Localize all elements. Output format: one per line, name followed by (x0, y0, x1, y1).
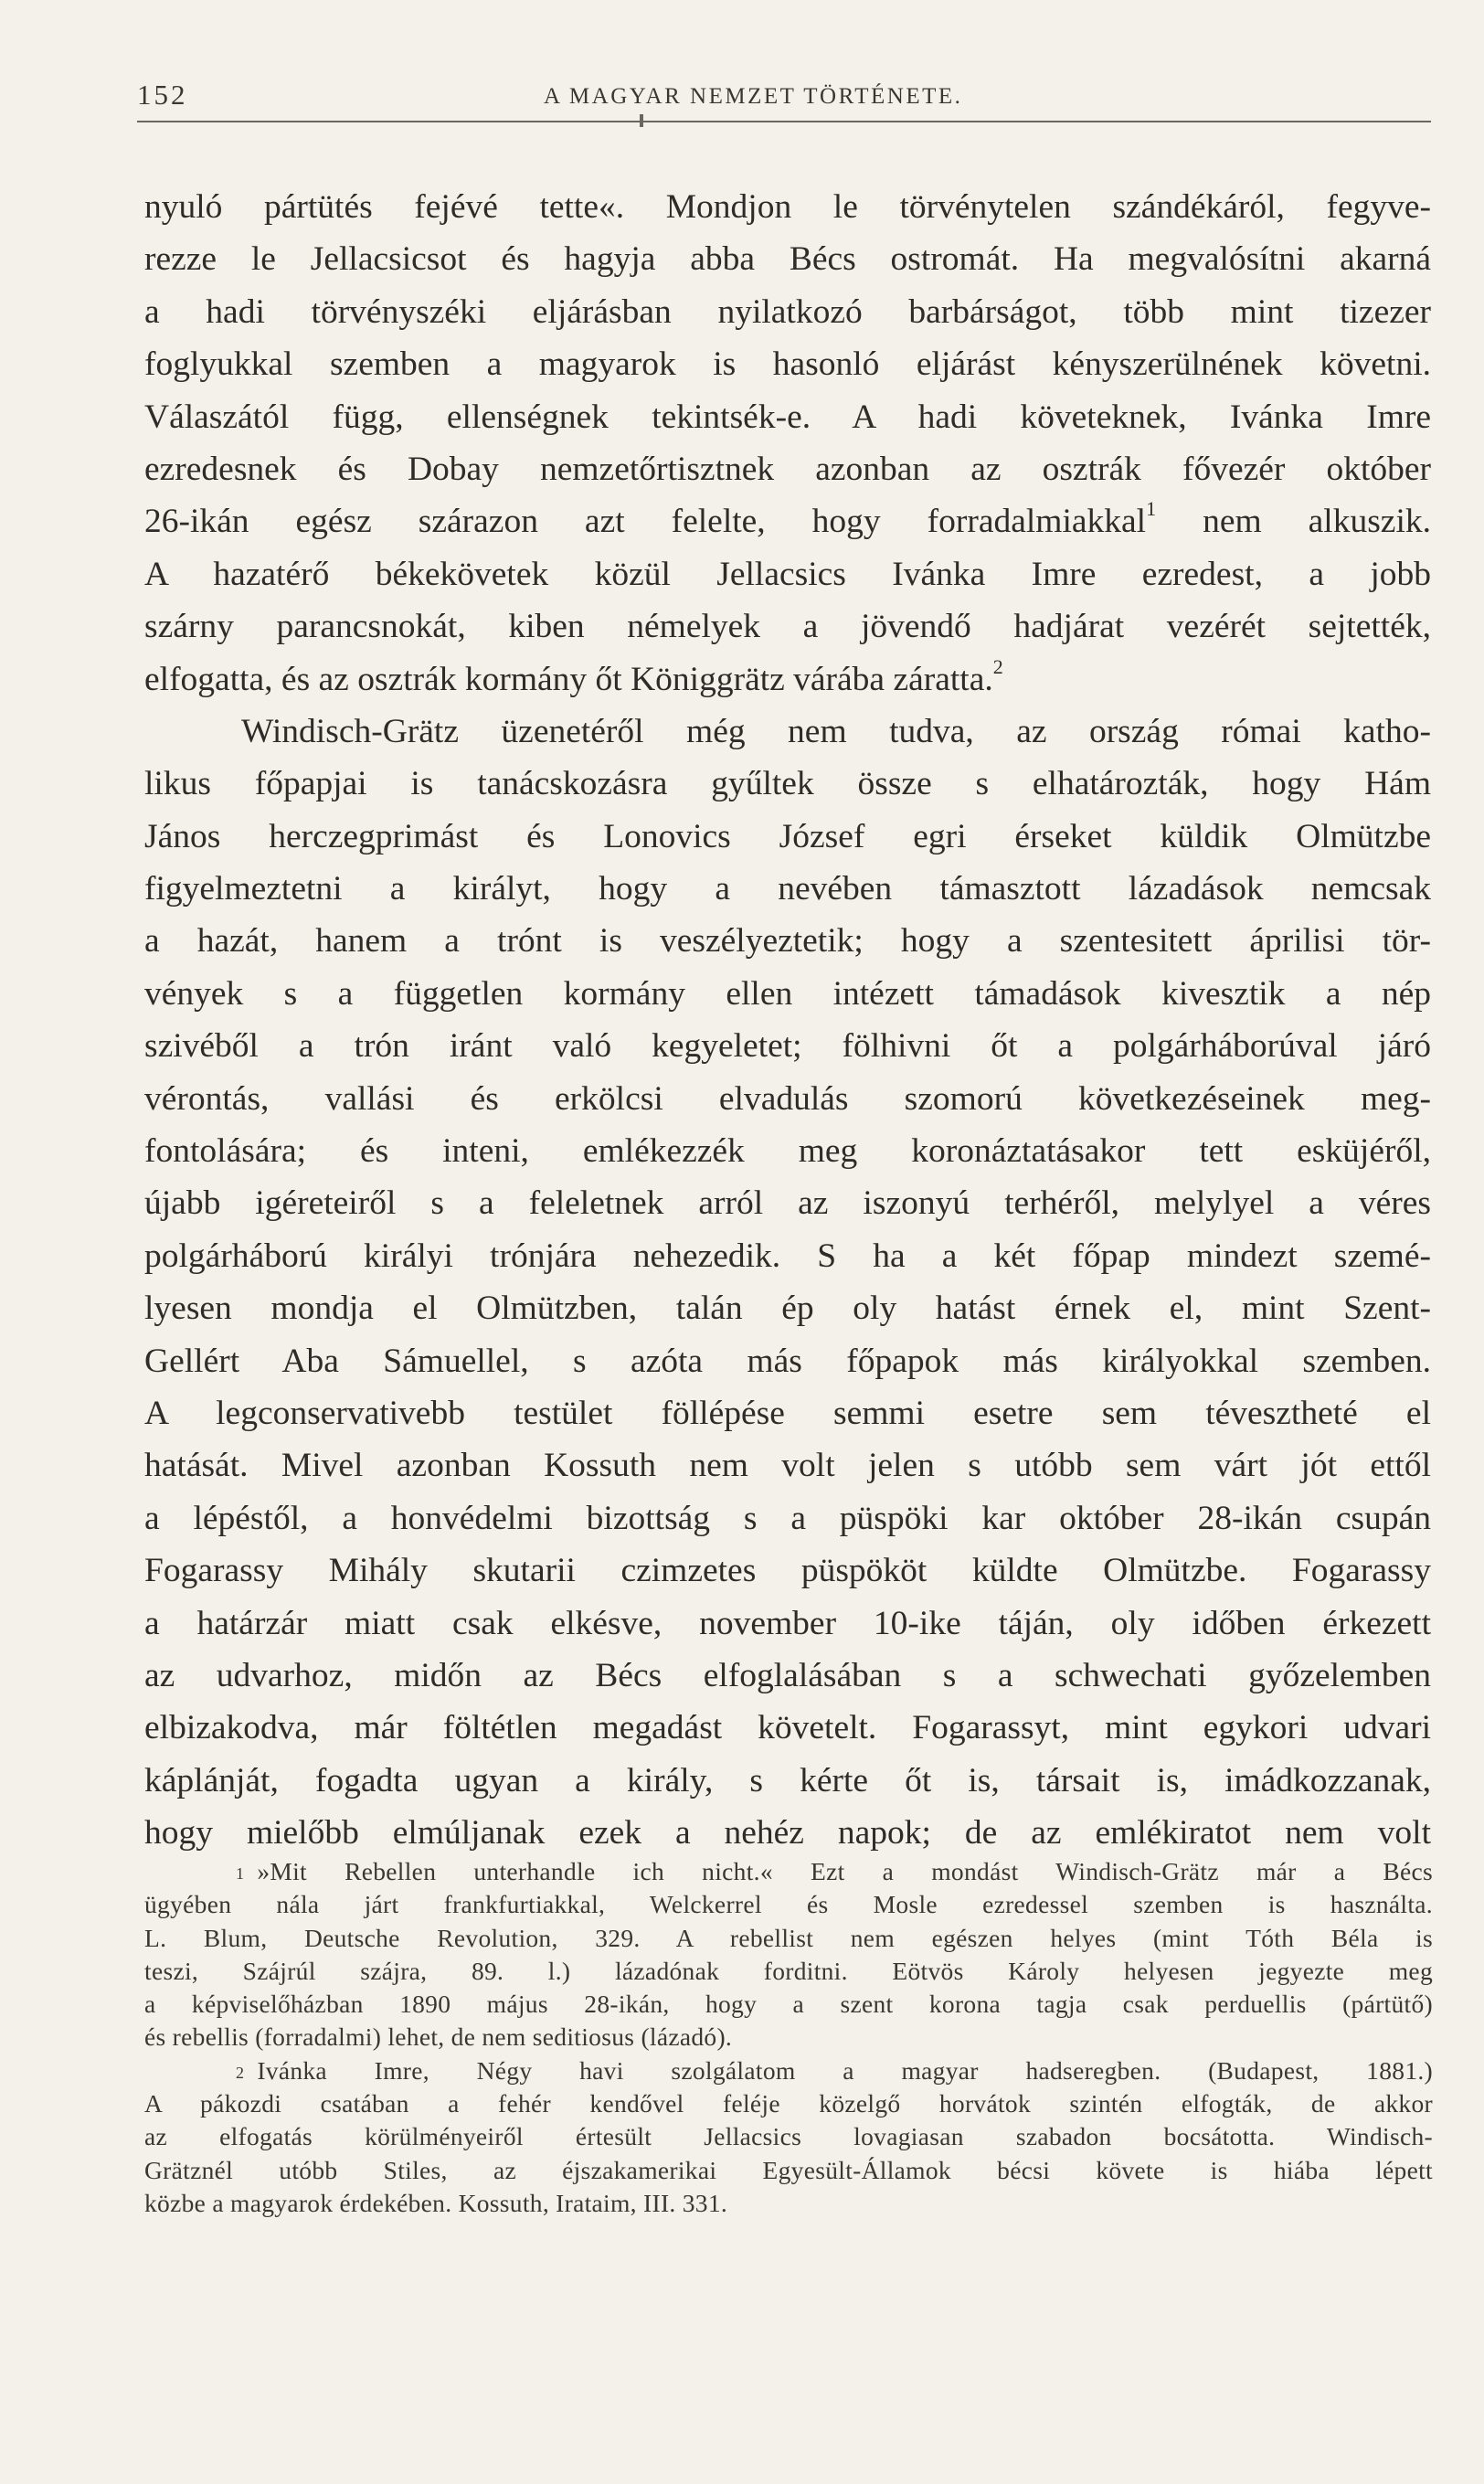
text-line: lyesen mondja el Olmützben, talán ép oly hatást érnek el, mint Szent- (144, 1290, 1431, 1328)
text-line: vérontás, vallási és erkölcsi elvadulás szomorú következéseinek meg- (144, 1079, 1431, 1118)
footnote-line: A pákozdi csatában a fehér kendővel feléje közelgő horvátok szintén elfogták, de akkor (144, 2089, 1433, 2118)
paragraph-start-line: Windisch-Grätz üzenetéről még nem tudva, az ország római katho- (241, 712, 1431, 750)
footnote-1-mark: 1 (236, 1864, 245, 1883)
text-line: polgárháború királyi trónjára nehezedik. S ha a két főpap mindezt szemé- (144, 1237, 1431, 1275)
text-line: vények s a független kormány ellen intézett támadások kivesztik a nép (144, 974, 1431, 1013)
running-title: A MAGYAR NEMZET TÖRTÉNETE. (544, 84, 963, 109)
footnote-2-text: Ivánka Imre, Négy havi szolgálatom a magyar hadseregben. (Budapest, 1881.) (257, 2055, 1433, 2085)
footnote-line: L. Blum, Deutsche Revolution, 329. A rebellist nem egészen helyes (mint Tóth Béla is (144, 1923, 1433, 1952)
text-line: fontolására; és inteni, emlékezzék meg koronáztatásakor tett esküjéről, (144, 1132, 1431, 1171)
text-line: szárny parancsnokát, kiben némelyek a jövendő hadjárat vezérét sejtették, (144, 608, 1431, 646)
footnote-line: az elfogatás körülményeiről értesült Jellacsics lovagiasan szabadon bocsátotta. Windisch- (144, 2122, 1433, 2151)
footnotes (144, 1855, 1433, 2220)
footnote-1-text: »Mit Rebellen unterhandle ich nicht.« Ezt a mondást Windisch-Grätz már a Bécs (257, 1857, 1433, 1885)
text-line: rezze le Jellacsicsot és hagyja abba Bécs ostromát. Ha megvalósítni akarná (144, 240, 1431, 279)
text-line: káplánját, fogadta ugyan a király, s kérte őt is, társait is, imádkozzanak, (144, 1761, 1431, 1799)
text-line: János herczegprimást és Lonovics József egri érseket küldik Olmützbe (144, 817, 1431, 855)
text-line: Gellért Aba Sámuellel, s azóta más főpapok más királyokkal szemben. (144, 1342, 1431, 1380)
text-line: hogy mielőbb elmúljanak ezek a nehéz napok; de az emlékiratot nem volt (144, 1814, 1431, 1852)
text-line: a hazát, hanem a trónt is veszélyeztetik; hogy a szentesitett áprilisi tör- (144, 922, 1431, 961)
page-number: 152 (137, 79, 188, 111)
footnote-2-mark: 2 (236, 2063, 245, 2082)
text-line: figyelmeztetni a királyt, hogy a nevében támasztott lázadások nemcsak (144, 870, 1431, 908)
text-line: Válaszától függ, ellenségnek tekintsék-e. A hadi követeknek, Ivánka Imre (144, 398, 1431, 436)
text-line: Fogarassy Mihály skutarii czimzetes püspököt küldte Olmützbe. Fogarassy (144, 1552, 1431, 1590)
footnote-ref-2: 2 (992, 654, 1003, 678)
footnote-line: ügyében nála járt frankfurtiakkal, Welckerrel és Mosle ezredessel szemben is használta. (144, 1890, 1433, 1919)
text-line: elbizakodva, már föltétlen megadást követelt. Fogarassyt, mint egykori udvari (144, 1709, 1431, 1747)
footnote-line: teszi, Szájrúl szájra, 89. l.) lázadónak forditni. Eötvös Károly helyesen jegyezte meg (144, 1956, 1433, 1985)
header-rule-mark (640, 114, 643, 127)
text-line: szivéből a trón iránt való kegyeletet; fölhivni őt a polgárháborúval járó (144, 1027, 1431, 1066)
footnote-line: és rebellis (forradalmi) lehet, de nem seditiosus (lázadó). (144, 2022, 733, 2052)
text-line: a lépéstől, a honvédelmi bizottság s a püspöki kar október 28-ikán csupán (144, 1499, 1431, 1537)
text-line: ezredesnek és Dobay nemzetőrtisztnek azonban az osztrák fővezér október (144, 450, 1431, 488)
main-text (144, 181, 1431, 1860)
text-line-end: nem alkuszik. (1203, 503, 1431, 541)
text-line-start: elfogatta, és az osztrák kormány őt Königgrätz várába záratta. (144, 660, 993, 698)
text-line: foglyukkal szemben a magyarok is hasonló eljárást kényszerülnének követni. (144, 345, 1431, 384)
footnote-line: Grätznél utóbb Stiles, az éjszakamerikai Egyesült-Államok bécsi követe is hiába lépett (144, 2155, 1433, 2184)
text-line: A legconservativebb testület föllépése semmi esetre sem tévesztheté el (144, 1394, 1431, 1432)
header-rule (137, 121, 1431, 122)
text-line: hatását. Mivel azonban Kossuth nem volt jelen s utóbb sem várt jót ettől (144, 1447, 1431, 1485)
text-line (144, 495, 1431, 547)
text-line: újabb igéreteiről s a feleletnek arról az iszonyú terhéről, melylyel a véres (144, 1184, 1431, 1223)
footnote-2-line (144, 2054, 1433, 2087)
text-line: likus főpapjai is tanácskozásra gyűltek össze s elhatározták, hogy Hám (144, 765, 1431, 803)
text-line: az udvarhoz, midőn az Bécs elfoglalásában s a schwechati győzelemben (144, 1656, 1431, 1694)
text-line: A hazatérő békekövetek közül Jellacsics Ivánka Imre ezredest, a jobb (144, 555, 1431, 593)
footnote-ref-1: 1 (1146, 497, 1157, 521)
text-line-start: 26-ikán egész szárazon azt felelte, hogy forradalmiakkal (144, 503, 1147, 541)
page-header (137, 71, 1431, 117)
text-line (144, 653, 1431, 706)
footnote-1-line (144, 1855, 1433, 1888)
footnote-line: közbe a magyarok érdekében. Kossuth, Irataim, III. 331. (144, 2188, 728, 2217)
text-line: a határzár miatt csak elkésve, november 10-ike táján, oly időben érkezett (144, 1604, 1431, 1642)
text-line: a hadi törvényszéki eljárásban nyilatkozó barbárságot, több mint tizezer (144, 292, 1431, 331)
text-line: nyuló pártütés fejévé tette«. Mondjon le törvénytelen szándékáról, fegyve- (144, 188, 1431, 226)
footnote-line: a képviselőházban 1890 május 28-ikán, hogy a szent korona tagja csak perduellis (pártütő) (144, 1990, 1433, 2019)
